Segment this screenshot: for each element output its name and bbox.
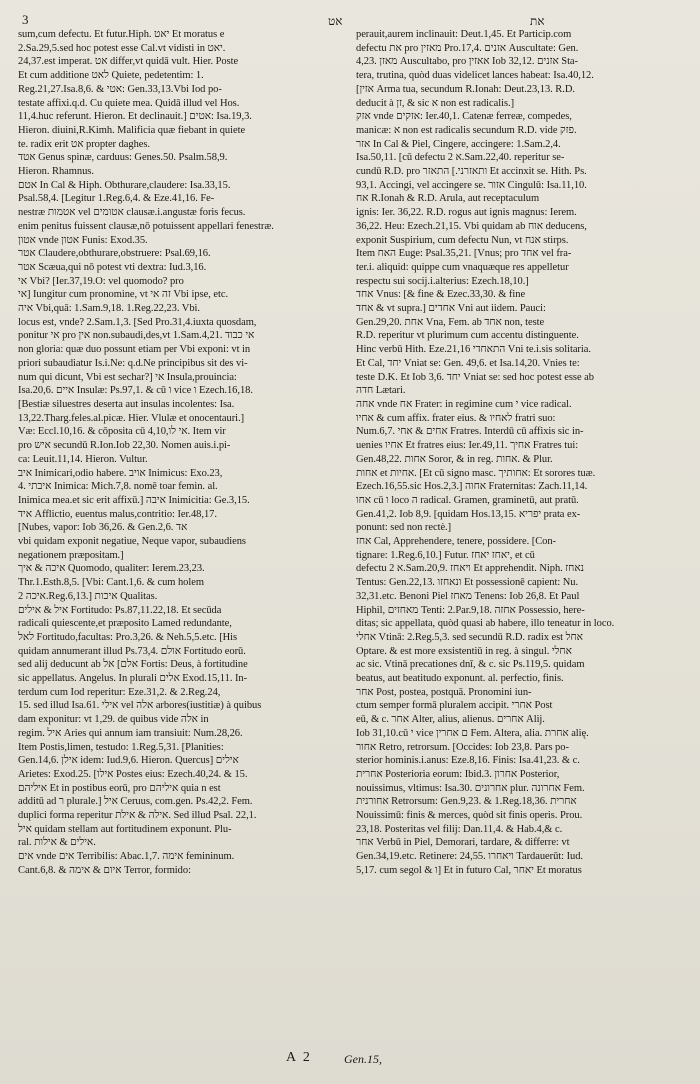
text-line: defectu א 2.Sam.20,9. ויאחז Et apprehendit. Niph. נאחז [356, 563, 584, 575]
text-line: אחד & vt supra.] אחדים Vni aut iidem. Pauci: [356, 303, 546, 315]
text-line: אח R.Ionah & R.D. Arula, aut receptaculum [356, 193, 540, 205]
text-line: quidam annumerant illud Ps.73,4. אולם Fortitudo eorū. [18, 645, 246, 657]
text-line: ditas; sic appellata, quòd quasi ab habere, illo teneatur in loco. [356, 618, 615, 630]
text-line: terdum cum Iod reperitur: Eze.31,2. & 2.Reg.24, [18, 686, 221, 698]
text-line: אים vnde אים Terribilis: Abac.1,7. אימה femininum. [18, 851, 235, 863]
text-line: איל & אילים Fortitudo: Ps.87,11.22,18. Et secūda [18, 604, 222, 616]
text-line: tignare: 1.Reg.6,10.] Futur. יאחז יאחז, et cū [356, 549, 535, 561]
text-line: אחד Vnus: [& fine & Ezec.33,30. & fine [356, 289, 526, 301]
running-head-left: אט [328, 14, 343, 28]
text-line: priori subaudiatur Is.i.Ne: q.d.Ne principibus sit des vi- [18, 357, 248, 369]
text-line: Reg.21,27.Isa.8,6. & אטי: Gen.33,13.Vbi Iod po- [18, 83, 222, 95]
text-line: tera, trutina, quòd duas videlicet lances habeat: Isa.40,12. [356, 70, 594, 82]
text-line: Gen.41,2. Iob 8,9. [quidam Hos.13,15. יפריא prata ex- [356, 508, 581, 520]
text-line: Item Postis,limen, testudo: 1.Reg.5,31. [Planities: [18, 741, 224, 753]
text-line: Gen.48,22. אחות Soror, & in reg. אחות. & Plur. [356, 453, 553, 465]
text-line: perauit,aurem inclinauit: Deut.1,45. Et Particip.com [356, 29, 572, 40]
text-line: 32,31.etc. Benoni Piel מאחז Tenens: Iob 26,8. Et Paul [356, 590, 580, 602]
text-line: ter.i. aliquid: quippe cum vnaquæque res appelletur [356, 261, 569, 273]
text-line: אחורנית Retrorsum: Gen.9,23. & 1.Reg.18,36. אחרית [356, 796, 577, 808]
text-line: Gen.29,20. אחת Vna, Fem. ab אחד non, teste [356, 316, 545, 328]
text-line: איב Inimicari,odio habere. אויב Inimicus: Exo.23, [18, 467, 223, 479]
text-line: testate affixi.q.d. Cu quiete mea. Quidā illud vel Hos. [18, 97, 240, 109]
text-line: ponitur אי pro אין non.subaudi,des,vt 1.Sam.4,21. אי כבוד [18, 330, 255, 342]
text-line: defectu את pro מאזין Pro.17,4. אזנים Auscultate: Gen. [356, 42, 579, 54]
text-line: te. radix erit אט propter daghes. [18, 138, 151, 150]
text-line: Psal.58,4. [Legitur 1.Reg.6,4. & Eze.41,16. Fe- [18, 193, 215, 205]
text-line: eū, & c. אחר Alter, alius, alienus. אחרים Alij. [356, 714, 545, 726]
text-line: לאל Fortitudo,facultas: Pro.3,26. & Neh.5,5.etc. [His [18, 631, 238, 643]
text-line: Optare. & est more exsistentiū in reg. à singul. אחלי [356, 645, 572, 657]
text-line: אטר Scæua,qui nō potest vti dextra: Iud.3,16. [18, 261, 207, 273]
text-line: איכה & איך Quomodo, qualiter: Ierem.23,23. [18, 563, 205, 575]
text-line: אטון vnde אטון Funis: Exod.35. [18, 234, 148, 246]
text-line: sum,cum defectu. Et futur.Hiph. יאט Et moratus e [18, 29, 225, 40]
text-line: אחיו & cum affix. frater eius. & לאחיו fratri suo: [356, 412, 556, 424]
text-line: negationem præpositam.] [18, 549, 124, 561]
text-line: locus est, vnde? 2.Sam.1,3. [Sed Pro.31,4.iuxta quosdam, [18, 316, 257, 328]
right-column [356, 28, 682, 1048]
text-line: ac sic. Vtinā precationes dnī, & c. sic Ps.119,5. quidam [356, 659, 585, 671]
text-line: Isa.50,11. [cū defectu א 2.Sam.22,40. reperitur se- [356, 152, 565, 164]
text-line: Hieron. diuini,R.Kimh. Malificia quæ fiebant in quiete [18, 124, 246, 136]
text-line: sterior hominis.i.anus: Eze.8,16. Finis: Isa.41,23. & c. [356, 755, 580, 767]
text-line: ponunt: sed non rectè.] [356, 522, 452, 534]
text-line: 4. איבתי Inimica: Mich.7,8. nomē toar femin. al. [18, 481, 218, 493]
page-footer [18, 1048, 682, 1078]
text-line: Arietes: Exod.25. [אילו Postes eius: Ezech.40,24. & 15. [18, 768, 248, 780]
text-line: אחר Post, postea, postquā. Pronomini iun- [356, 686, 532, 698]
text-line: exponit Suspirium, cum defectu Nun, vt אנח stirps. [356, 234, 569, 246]
text-line: Hieron. Rhamnus. [18, 166, 94, 178]
text-line: איל quidam stellam aut fortitudinem exponunt. Plu- [18, 823, 232, 835]
text-line: 15. sed illud Isa.61. אילי vel אלה arbores(iustitiæ) à quibus [18, 700, 262, 712]
text-line: אזר In Cal & Piel, Cingere, accingere: 1.Sam.2,4. [356, 138, 561, 150]
text-line: Num.6,7. אחים & אחי Fratres. Interdū cū affixis sic in- [356, 426, 584, 438]
text-line: [Bestiæ siluestres deserta aut insulas incolentes: Isa. [18, 398, 235, 410]
text-line: deducit à זן, & sic א non est radicalis.] [356, 97, 515, 109]
text-line: 13,22.Tharg.feles.al.picæ. Hier. Vlulæ et onocentauri.] [18, 412, 245, 424]
text-line: אטד Genus spinæ, carduus: Genes.50. Psalm.58,9. [18, 152, 228, 164]
left-column [18, 28, 344, 1048]
running-head-right: את [530, 14, 545, 28]
text-line: Inimica mea.et sic erit affixū.] איבה Inimicitia: Ge.3,15. [18, 494, 250, 506]
text-line: Ezech.16,55.sic Hos.2,3.] אחוה Fraternitas: Zach.11,14. [356, 481, 588, 493]
text-line: Iob 31,10.cū י vice ם אחרין Fem. Altera, alia. אחרת alię. [356, 727, 589, 739]
text-line: [Nubes, vapor: Iob 36,26. & Gen.2,6. אד [18, 522, 188, 534]
text-line: num qui dicunt, Vbi est sechar?] אי Insula,prouincia: [18, 371, 237, 383]
text-line: אי] Iungitur cum pronomine, vt זה אי Vbi ipse, etc. [18, 289, 229, 301]
text-line: אחו cū ו loco ה radical. Gramen, graminetū, aut pratū. [356, 494, 579, 506]
text-line: 4,23. מאזן Auscultabo, pro אאזין Iob 32,12. אזנים Sta- [356, 56, 578, 68]
text-line: Gen.14,6. אילן idem: Iud.9,6. Hieron. Quercus] אילים [18, 755, 239, 767]
text-line: Væ: Eccl.10,16. & cōposita cū אי לו,4,10. Item vir [18, 426, 226, 438]
text-line: אחלי Vtinā: 2.Reg.5,3. sed secundū R.D. radix est אחל [356, 631, 583, 643]
text-line: ca: Leuit.11,14. Hieron. Vultur. [18, 453, 148, 465]
text-line: dam exponitur: vt 1,29. de quibus vide אלה in [18, 714, 209, 726]
text-line: Cant.6,8. & איום & אימה Terror, formido: [18, 864, 191, 876]
text-line: ctum semper formā pluralem accipit. אחרי Post [356, 700, 553, 712]
text-line: אטר Claudere,obthurare,obstruere: Psal.69,16. [18, 248, 211, 260]
page-header [18, 6, 682, 28]
text-line: additū ad ר plurale.] איל Ceruus, com.gen. Ps.42,2. Fem. [18, 796, 253, 808]
text-line: sic appellatus. Angelus. In plurali אלים Exod.15,11. In- [18, 673, 248, 685]
text-line: Hiphil, מאחזים Tenti: 2.Par.9,18. אחזה Possessio, here- [356, 604, 585, 616]
text-line: ignis: Ier. 36,22. R.D. rogus aut ignis magnus: Ierem. [356, 207, 577, 219]
text-line: אטם In Cal & Hiph. Obthurare,claudere: Isa.33,15. [18, 179, 231, 191]
text-line: 24,37.est imperat. אט differ,vt quidā vult. Hier. Poste [18, 56, 239, 68]
text-line: אזק vnde אזקים: Ier.40,1. Catenæ ferreæ, compedes, [356, 111, 572, 123]
text-line: ral. אילים & אילות. [18, 837, 96, 849]
folio-number: 3 [22, 12, 29, 27]
text-line: Nouissimū: finis & merces, quòd sit finis operis. Prou. [356, 810, 583, 822]
text-line: חדה Lætari. [356, 385, 406, 397]
text-line: איליהם Et in postibus eorū, pro איליהם quia n est [18, 782, 221, 794]
text-line: beatus, aut beatitudo exponunt. al. perfectio, finis. [356, 673, 564, 685]
signature-mark: A 2 [286, 1050, 312, 1065]
text-line: nouissimus, vltimus: Isa.30. אחרונים plur. אחרונה Fem. [356, 782, 585, 794]
text-line: איד Afflictio, euentus malus,contritio: Ier.48,17. [18, 508, 217, 520]
text-line: regim. איל Aries qui annum iam transiuit: Num.28,26. [18, 727, 243, 739]
text-line: 93,1. Accingi, vel accingere se. אזור Cingulū: Isa.11,10. [356, 179, 587, 191]
text-line: אחה vnde אח Frater: in regimine cum י vice radical. [356, 398, 572, 410]
text-line: R.D. reperitur vt plurimum cum accentu distinguente. [356, 330, 579, 342]
text-line: Item האח Euge: Psal.35,21. [Vnus; pro אחד vel fra- [356, 248, 572, 260]
text-line: non gloria: quæ duo possunt etiam per Vbi exponi: vt in [18, 344, 251, 356]
text-line: איה Vbi,quā: 1.Sam.9,18. 1.Reg.22,23. Vbi. [18, 303, 200, 315]
text-line: 11,4.huc referunt. Hieron. Et declinauit.] אטים: Isa.19,3. [18, 111, 252, 123]
text-line: duplici forma reperitur אילה & אילת. Sed illud Psal. 22,1. [18, 810, 257, 822]
catchword: Gen.15, [344, 1052, 382, 1066]
text-line: [אזין Arma tua, secundum R.Ionah: Deut.23,13. R.D. [356, 83, 575, 95]
text-line: pro איש secundū R.Ion.Iob 22,30. Nomen auis.i.pi- [18, 440, 231, 452]
text-line: Gen.34,19.etc. Retinere: 24,55. ויאחרו Tardauerūt: Iud. [356, 851, 584, 863]
text-line: respectu sui socij.i.alterius: Ezech.18,10.] [356, 275, 529, 287]
text-line: אחור Retro, retrorsum. [Occides: Iob 23,8. Pars po- [356, 741, 569, 753]
text-line: uenies אחיו Et fratres eius: Ier.49,11. אחיך Fratres tui: [356, 440, 579, 452]
text-line: 36,22. Heu: Ezech.21,15. Vbi quidam ab אוח deducens, [356, 220, 587, 232]
text-line: nestræ אטמות vel אטומים clausæ.i.angustæ foris fecus. [18, 207, 246, 219]
text-line: 5,17. cum segol & ו] Et in futuro Cal, יאחר Et moratus [356, 864, 582, 876]
text-line: אחר Verbū in Piel, Demorari, tardare, & differre: vt [356, 837, 570, 849]
text-line: sed alij deducunt ab אלם] אל Fortis: Deus, à fortitudine [18, 659, 248, 671]
text-line: enim penitus fuissent clausæ,nō potuissent appellari fenestræ. [18, 220, 274, 232]
text-line: vbi quidam exponit negatiue, Neque vapor, subaudiens [18, 536, 246, 548]
text-line: אחז Cal, Apprehendere, tenere, possidere. [Con- [356, 536, 556, 548]
text-line: Et cum additione לאט Quiete, pedetentim: 1. [18, 70, 204, 82]
text-line: radicali quiescente,et præposito Lamed redundante, [18, 618, 232, 630]
text-line: 2.Sa.29,5.sed hoc potest esse Cal.vt vidisti in יאט. [18, 42, 226, 54]
text-line: Tentus: Gen.22,13. ונאחזו Et possessionē capient: Nu. [356, 577, 579, 589]
text-line: אחות et אחיות. [Et cū signo masc. אחותיך: Et sorores tuæ. [356, 467, 596, 479]
text-line: cundū R.D. pro ותאזרני.] התאזר Et accinxit se. Hith. Ps. [356, 166, 587, 178]
text-line: teste D.K. Et Iob 3,6. יחד Vniat se: sed hoc potest esse ab [356, 371, 594, 383]
text-line: Isa.20,6. איים Insulæ: Ps.97,1. & cū ו vice ו Ezech.16,18. [18, 385, 253, 397]
text-line: אחרית Posterioria eorum: Ibid.3. אחרון Posterior, [356, 768, 560, 780]
text-line: אי Vbi? [Ier.37,19.O: vel quomodo? pro [18, 275, 184, 287]
text-line: 23,18. Posteritas vel filij: Dan.11,4. & Hab.4,& c. [356, 823, 563, 835]
text-line: Thr.1.Esth.8,5. [Vbi: Cant.1,6. & cum holem [18, 577, 204, 589]
text-columns [18, 28, 682, 1048]
text-line: Hinc verbū Hith. Eze.21,16 התאחדי Vni te.i.sis solitaria. [356, 344, 591, 356]
text-line: manicæ: א non est radicalis secundum R.D. vide פזק. [356, 124, 577, 136]
text-line: Et Cal, יחד Vniat se: Gen. 49,6. et Isa.14,20. Vnies te: [356, 357, 580, 369]
text-line: איכה 2.Reg.6,13.] איכות Qualitas. [18, 590, 158, 602]
